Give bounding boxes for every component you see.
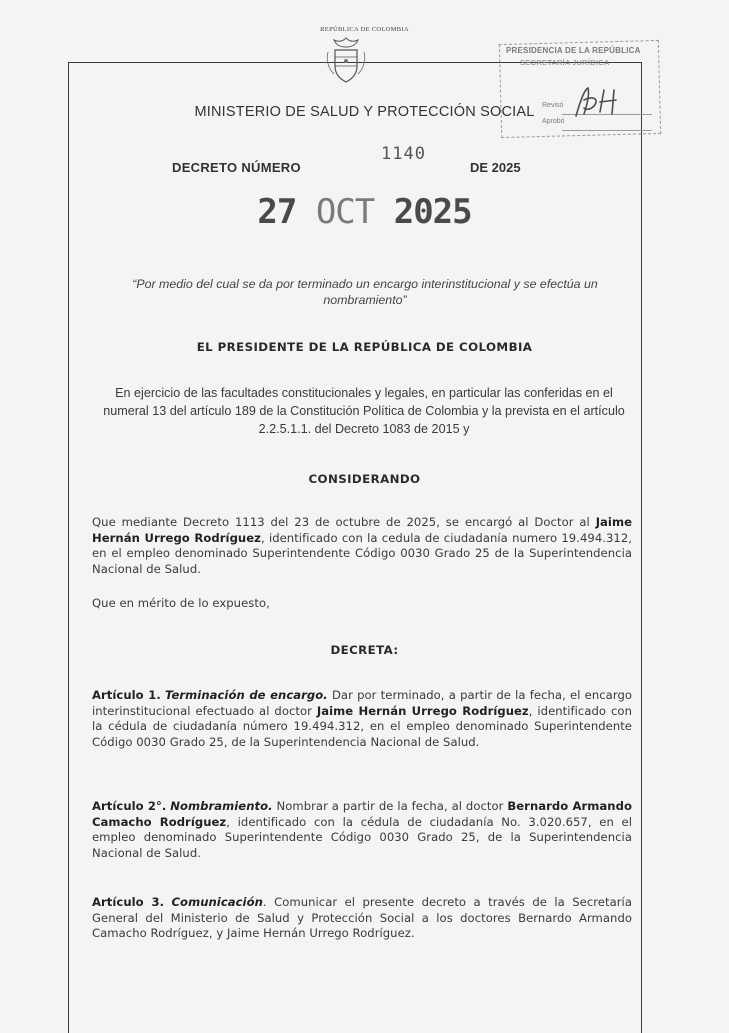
stamp-line-1: PRESIDENCIA DE LA REPÚBLICA	[506, 46, 641, 55]
considerando-heading: CONSIDERANDO	[308, 472, 421, 486]
date-day: 27	[257, 192, 297, 232]
article-label: Artículo 2°.	[92, 799, 167, 813]
article-title: Comunicación	[171, 895, 263, 909]
article-3: Artículo 3. Comunicación. Comunicar el presente decreto a través de la Secretaría General del Ministerio de Salud y Protección Social a los doctores Bernardo Armando Camacho Rodríguez, y Jaime Hernán Urrego Rodríguez.	[92, 895, 632, 941]
merito-paragraph: Que en mérito de lo expuesto,	[92, 596, 270, 610]
republica-label: REPÚBLICA DE COLOMBIA	[320, 26, 409, 33]
article-2: Artículo 2°. Nombramiento. Nombrar a partir de la fecha, al doctor Bernardo Armando Camacho Rodríguez, identificado con la cédula de ciudadanía No. 3.020.657, en el empleo denominado Superintendente Código 0030 Grado 25, de la Superintendencia Nacional de Salud.	[92, 799, 632, 860]
decreta-heading: DECRETA:	[330, 643, 399, 657]
stamp-line-3: Revisó	[542, 102, 564, 109]
presidencia-stamp	[500, 42, 660, 142]
person-name: Bernardo Armando Camacho Rodríguez	[92, 799, 632, 829]
colombia-coat-of-arms-icon	[324, 36, 368, 86]
decree-subject: “Por medio del cual se da por terminado un encargo interinstitucional y se efectúa un nombramiento”	[132, 277, 598, 307]
stamp-line-4: Aprobó	[542, 118, 565, 125]
decree-number-row	[0, 144, 729, 190]
date-month: OCT	[315, 192, 375, 232]
president-heading: EL PRESIDENTE DE LA REPÚBLICA DE COLOMBIA	[196, 340, 533, 354]
article-label: Artículo 1.	[92, 688, 161, 702]
faculties-paragraph: En ejercicio de las facultades constitucionales y legales, en particular las conferidas en el numeral 13 del artículo 189 de la Constitución Política de Colombia y la prevista en el artículo 2.2.5.1.1. del Decreto 1083 de 2015 y	[103, 386, 625, 436]
article-1: Artículo 1. Terminación de encargo. Dar por terminado, a partir de la fecha, el encargo interinstitucional efectuado al doctor Jaime Hernán Urrego Rodríguez, identificado con la cédula de ciudadanía número 19.494.312, en el empleo denominado Superintendente Código 0030 Grado 25, de la Superintendencia Nacional de Salud.	[92, 688, 632, 749]
article-label: Artículo 3.	[92, 895, 165, 909]
person-name: Jaime Hernán Urrego Rodríguez	[316, 703, 529, 718]
decree-number: 1140	[381, 144, 426, 164]
article-title: Nombramiento.	[170, 799, 273, 813]
decree-year: DE 2025	[470, 160, 521, 175]
considerando-paragraph: Que mediante Decreto 1113 del 23 de octubre de 2025, se encargó al Doctor al Jaime Hernán Urrego Rodríguez, identificado con la cedula de ciudadanía numero 19.494.312, en el empleo denominado Superintendente Código 0030 Grado 25 de la Superintendencia Nacional de Salud.	[92, 515, 632, 576]
stamp-line-2: SECRETARÍA JURÍDICA	[520, 58, 610, 67]
date-stamp	[0, 192, 729, 232]
person-name: Jaime Hernán Urrego Rodríguez	[92, 515, 632, 545]
article-title: Terminación de encargo.	[165, 688, 328, 702]
stamp-signature-icon	[570, 82, 640, 122]
ministry-title: MINISTERIO DE SALUD Y PROTECCIÓN SOCIAL	[194, 104, 535, 120]
date-year: 2025	[393, 192, 472, 232]
decree-label: DECRETO NÚMERO	[172, 160, 301, 175]
